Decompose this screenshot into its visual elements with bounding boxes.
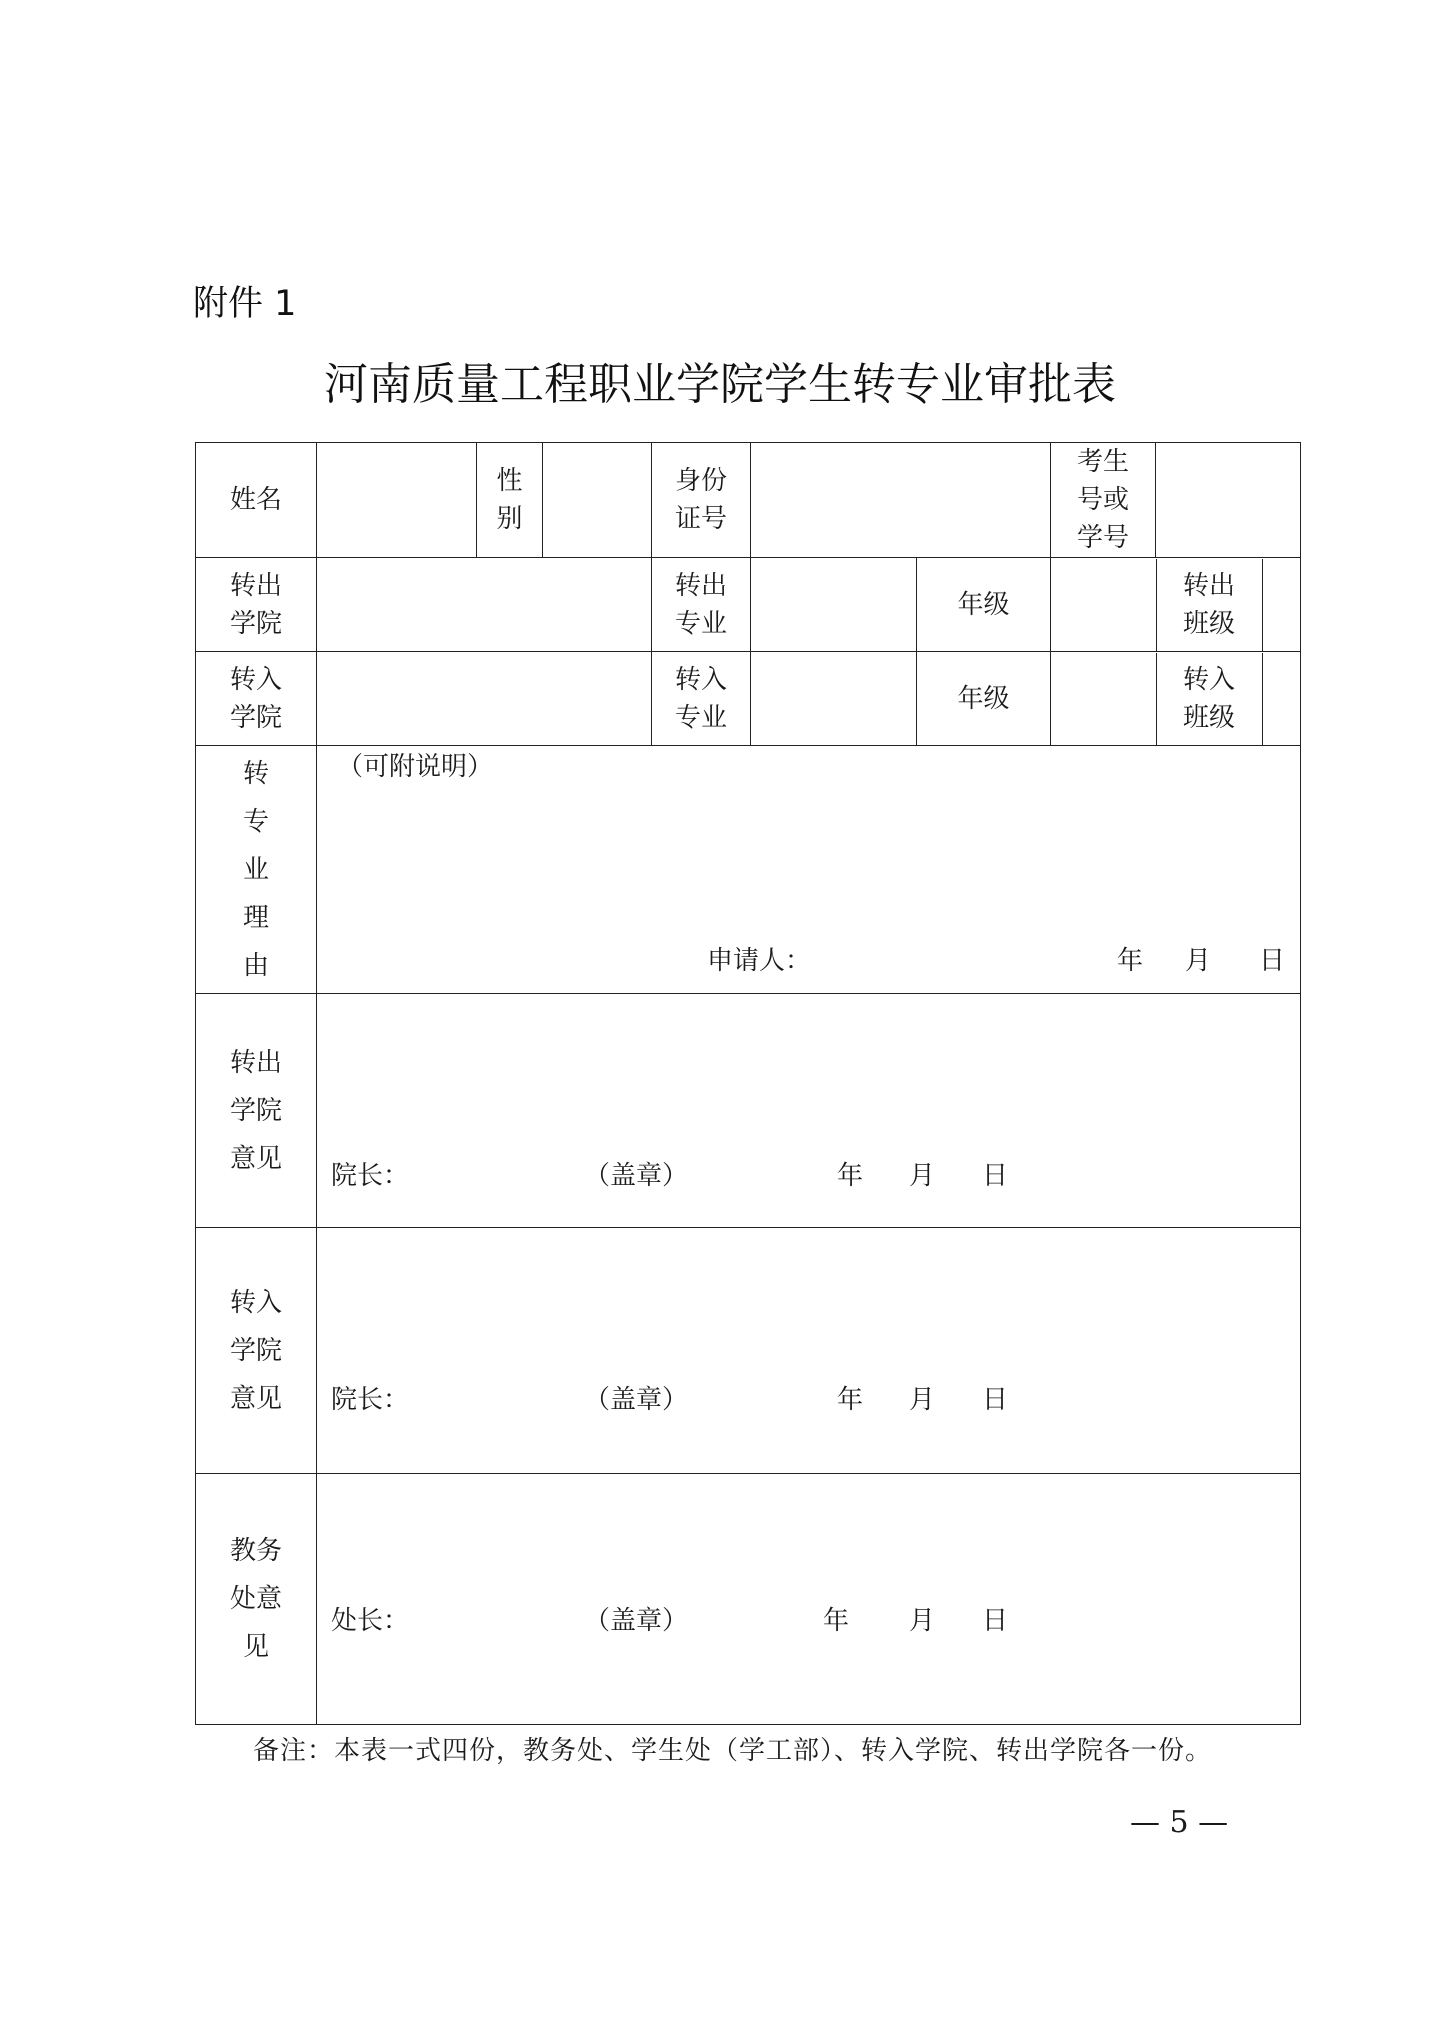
academic-year: 年 (823, 1606, 850, 1636)
reason-year: 年 (1117, 946, 1144, 976)
academic-signer-label: 处长： (331, 1606, 410, 1636)
academic-month: 月 (909, 1606, 936, 1636)
out-seal-label: （盖章） (584, 1161, 689, 1191)
academic-seal-label: （盖章） (584, 1606, 689, 1636)
out-opinion-field[interactable] (317, 994, 1301, 1228)
reason-label: 转 专 业 理 由 (196, 746, 317, 994)
name-field[interactable] (317, 443, 477, 558)
form-row-out-opinion (196, 994, 1301, 1228)
form-row-basic-info (196, 443, 1301, 558)
applicant-label: 申请人： (707, 946, 812, 976)
out-grade-field[interactable] (1051, 558, 1156, 652)
in-class-field[interactable] (1263, 653, 1301, 745)
out-day: 日 (982, 1161, 1009, 1191)
in-signer-label: 院长： (331, 1385, 410, 1415)
id-number-label: 身份 证号 (652, 443, 751, 558)
in-class-label: 转入 班级 (1156, 653, 1263, 745)
out-college-field[interactable] (317, 558, 652, 652)
in-major-label: 转入 专业 (652, 652, 751, 746)
in-college-field[interactable] (317, 652, 652, 746)
footnote: 备注：本表一式四份，教务处、学生处（学工部）、转入学院、转出学院各一份。 (253, 1736, 1213, 1766)
gender-field[interactable] (543, 443, 652, 558)
out-grade-label: 年级 (917, 558, 1051, 652)
form-row-academic-opinion (196, 1474, 1301, 1725)
in-year: 年 (837, 1385, 864, 1415)
form-row-transfer-in (196, 652, 1301, 746)
name-label: 姓名 (196, 443, 317, 558)
approval-form-table (195, 442, 1301, 1725)
form-row-reason (196, 746, 1301, 994)
attachment-label: 附件 1 (193, 284, 297, 324)
in-month: 月 (909, 1385, 936, 1415)
id-number-field[interactable] (751, 443, 1051, 558)
in-grade-field[interactable] (1051, 652, 1156, 746)
academic-day: 日 (982, 1606, 1009, 1636)
in-opinion-label: 转入 学院 意见 (196, 1228, 317, 1474)
out-year: 年 (837, 1161, 864, 1191)
in-day: 日 (982, 1385, 1009, 1415)
in-class-cell (1156, 652, 1301, 746)
reason-hint: （可附说明） (337, 752, 494, 782)
in-grade-label: 年级 (917, 652, 1051, 746)
out-signer-label: 院长： (331, 1161, 410, 1191)
out-class-cell (1156, 558, 1301, 652)
out-major-field[interactable] (751, 558, 917, 652)
gender-label: 性 别 (477, 443, 543, 558)
reason-month: 月 (1185, 946, 1212, 976)
out-major-label: 转出 专业 (652, 558, 751, 652)
form-row-transfer-out (196, 558, 1301, 652)
academic-opinion-field[interactable] (317, 1474, 1301, 1725)
out-class-field[interactable] (1263, 559, 1301, 651)
academic-opinion-label: 教务 处意 见 (196, 1474, 317, 1725)
out-class-label: 转出 班级 (1156, 559, 1263, 651)
in-seal-label: （盖章） (584, 1385, 689, 1415)
reason-field[interactable] (317, 746, 1301, 994)
page-number: — 5 — (1130, 1805, 1229, 1840)
reason-day: 日 (1259, 946, 1286, 976)
out-month: 月 (909, 1161, 936, 1191)
exam-number-field[interactable] (1156, 443, 1301, 558)
exam-number-label: 考生 号或 学号 (1051, 443, 1156, 558)
out-opinion-label: 转出 学院 意见 (196, 994, 317, 1228)
form-title: 河南质量工程职业学院学生转专业审批表 (324, 359, 1116, 410)
out-college-label: 转出 学院 (196, 558, 317, 652)
form-row-in-opinion (196, 1228, 1301, 1474)
in-major-field[interactable] (751, 652, 917, 746)
in-college-label: 转入 学院 (196, 652, 317, 746)
in-opinion-field[interactable] (317, 1228, 1301, 1474)
